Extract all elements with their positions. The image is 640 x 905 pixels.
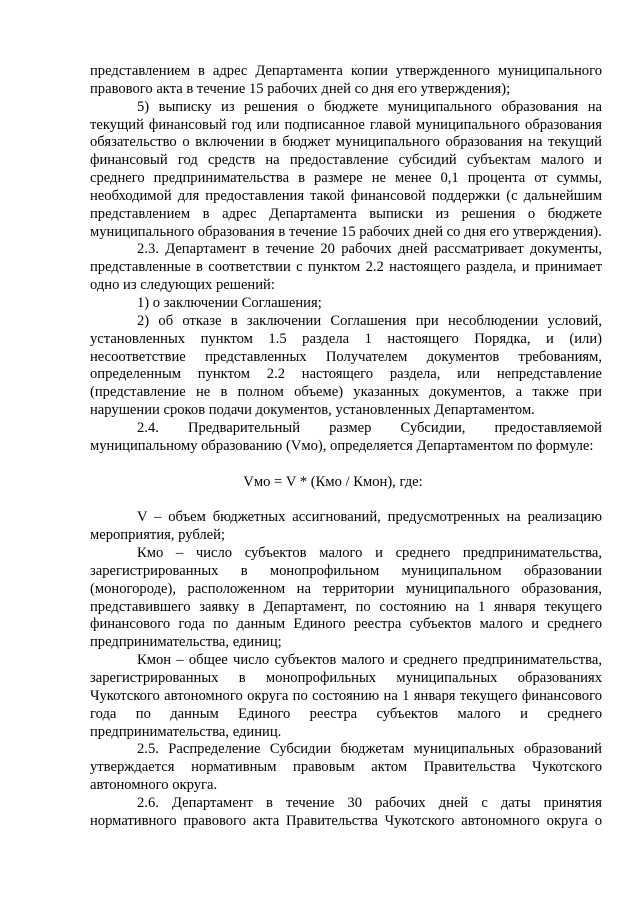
definition-kmon: Кмон – общее число субъектов малого и среднего предпринимательства, зарегистрированных в монопрофильных муниципальных образованиях Чукотского автономного округа по состоянию на 1 января текущего финансового года по данным Единого реестра субъектов малого и среднего предпринимательства, единиц. [90, 652, 602, 740]
definition-kmo: Кмо – число субъектов малого и среднего предпринимательства, зарегистрированных в монопрофильном муниципальном образовании (моногороде), расположенном на территории муниципального образования, представившего заявку в Департамент, по состоянию на 1 января текущего финансового года по данным Единого реестра субъектов малого и среднего предпринимательства, единиц; [90, 545, 602, 651]
formula: Vмо = V * (Кмо / Кмон), где: [243, 473, 423, 490]
document-page [90, 63, 602, 831]
paragraph-item-5: 5) выписку из решения о бюджете муниципального образования на текущий финансовый год или подписанное главой муниципального образования обязательство о включении в бюджет муниципального образования на текущий финансовый год средств на предоставление субсидий субъектам малого и среднего предпринимательства в размере не менее 0,1 процента от суммы, необходимой для предоставления такой финансовой поддержки (с дальнейшим представлением в адрес Департамента выписки из решения о бюджете муниципального образования в течение 15 рабочих дней со дня его утверждения). [90, 98, 602, 240]
paragraph-2-3: 2.3. Департамент в течение 20 рабочих дней рассматривает документы, представленные в соответствии с пунктом 2.2 настоящего раздела, и принимает одно из следующих решений: [90, 241, 602, 294]
paragraph-2-5: 2.5. Распределение Субсидии бюджетам муниципальных образований утверждается нормативным правовым актом Правительства Чукотского автономного округа. [90, 741, 602, 794]
paragraph-2-6: 2.6. Департамент в течение 30 рабочих дней с даты принятия нормативного правового акта Правительства Чукотского автономного округа о [90, 794, 602, 829]
paragraph-2-4: 2.4. Предварительный размер Субсидии, предоставляемой муниципальному образованию (Vмо), определяется Департаментом по формуле: [90, 419, 602, 454]
definition-v: V – объем бюджетных ассигнований, предусмотренных на реализацию мероприятия, рублей; [90, 509, 602, 544]
paragraph-2-3-item-2: 2) об отказе в заключении Соглашения при несоблюдении условий, установленных пунктом 1.5 раздела 1 настоящего Порядка, и (или) несоответствие представленных Получателем документов требованиям, определенным пунктом 2.2 настоящего раздела, или непредставление (представление не в полном объеме) указанных документов, а также при нарушении сроков подачи документов, установленных Департаментом. [90, 312, 602, 419]
paragraph-intro: представлением в адрес Департамента копии утвержденного муниципального правового акта в течение 15 рабочих дней со дня его утверждения); [90, 63, 602, 97]
paragraph-2-3-item-1: 1) о заключении Соглашения; [137, 294, 322, 311]
